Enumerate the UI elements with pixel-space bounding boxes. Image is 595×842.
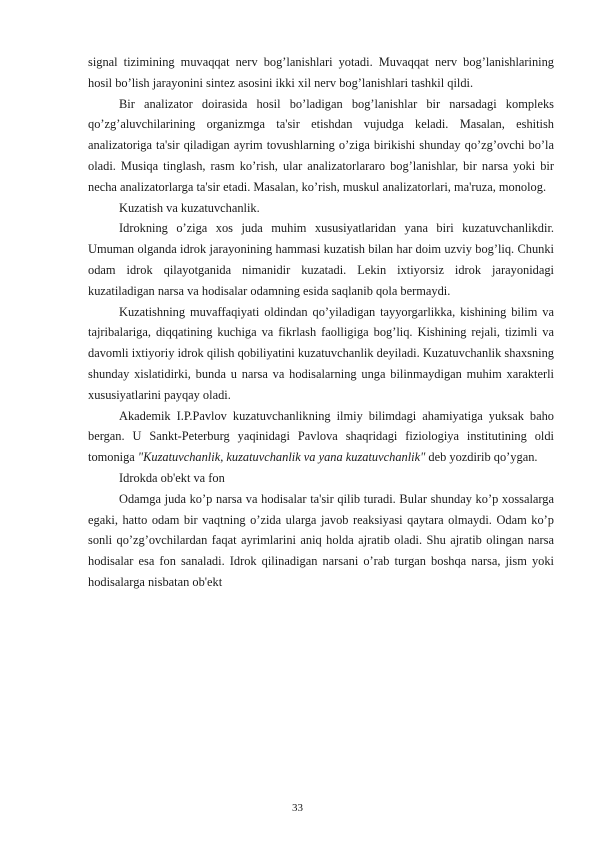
page-number: 33 bbox=[292, 802, 303, 814]
paragraph-observation: Idrokning o’ziga xos juda muhim xususiyatlaridan yana biri kuzatuvchanlikdir. Umuman olganda idrok jarayonining hammasi kuzatish bilan har doim uzviy bog’liq. Chunki odam idrok qilayotganida nimanidir kuzatadi. Lekin ixtiyorsiz idrok jarayonidagi kuzatiladigan narsa va hodisalar odamning esida saqlanib qola bermaydi. bbox=[88, 221, 554, 298]
paragraph-object-background: Odamga juda ko’p narsa va hodisalar ta'sir qilib turadi. Bular shunday ko’p xossalarga egaki, hatto odam bir vaqtning o’zida ularga javob reaksiyasi qaytara olmaydi. Odam ko’p sonli qo’zg’ovchilardan faqat ayrimlarini aniq holda ajratib oladi. Shu ajratib olingan narsa hodisalar esa fon sanaladi. Idrok qilinadigan narsani o’rab turgan boshqa narsa, jism yoki hodisalarga nisbatan ob'ekt bbox=[88, 491, 554, 589]
section-heading-observation: Kuzatish va kuzatuvchanlik. bbox=[119, 200, 260, 215]
pavlov-text-before: Akademik I.P.Pavlov kuzatuvchanlikning ilmiy bilimdagi ahamiyatiga yuksak baho bergan. U Sankt-Peterburg yaqinidagi Pavlova shaqridagi fiziologiya institutining oldi tomoniga bbox=[88, 408, 554, 465]
document-page bbox=[88, 52, 554, 593]
section-heading-object-background: Idrokda ob'ekt va fon bbox=[119, 470, 225, 485]
paragraph-intro: signal tizimining muvaqqat nerv bog’lanishlari yotadi. Muvaqqat nerv bog’lanishlarining hosil bo’lish jarayonini sintez asosini ikki xil nerv bog’lanishlari tashkil qildi. bbox=[88, 55, 554, 90]
pavlov-quote: "Kuzatuvchanlik, kuzatuvchanlik va yana kuzatuvchanlik" bbox=[137, 450, 426, 465]
paragraph-pavlov bbox=[88, 406, 554, 468]
pavlov-text-after: deb yozdirib qo’ygan. bbox=[425, 450, 538, 465]
paragraph-observation-success: Kuzatishning muvaffaqiyati oldindan qo’yiladigan tayyorgarlikka, kishining bilim va tajribalariga, diqqatining kuchiga va fikrlash faolligiga bog’liq. Kishining rejali, tizimli va davomli ixtiyoriy idrok qilish qobiliyatini kuzatuvchanlik deyiladi. Kuzatuvchanlik shaxsning shunday xislatidirki, bunda u narsa va hodisalarning unga bilinmaydigan muhim xarakterli xususiyatlarini payqay oladi. bbox=[88, 304, 554, 402]
paragraph-analyzer: Bir analizator doirasida hosil bo’ladigan bog’lanishlar bir narsadagi kompleks qo’zg’aluvchilarining organizmga ta'sir etishdan vujudga keladi. Masalan, eshitish analizatoriga ta'sir qiladigan ayrim tovushlarning o’ziga birikishi shunday qo’zg’ovchi bo’la oladi. Musiqa tinglash, rasm ko’rish, ular analizatorlararo bog’lanishlar, bir narsa yoki bir necha analizatorlarga ta'sir etadi. Masalan, ko’rish, muskul analizatorlari, ma'ruza, monolog. bbox=[88, 96, 554, 194]
